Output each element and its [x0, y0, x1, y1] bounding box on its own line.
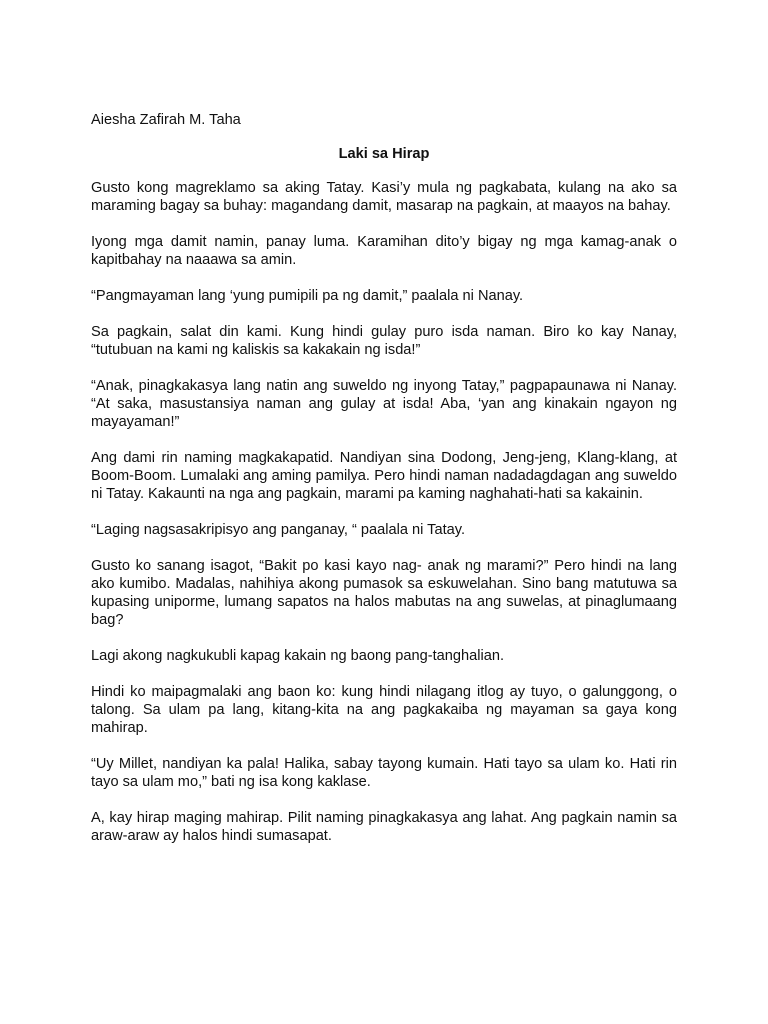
paragraph-9: Lagi akong nagkukubli kapag kakain ng baong pang-tanghalian. — [91, 648, 505, 664]
paragraph-10: Hindi ko maipagmalaki ang baon ko: kung hindi nilagang itlog ay tuyo, o galunggong, o talong. Sa ulam pa lang, kitang-kita na ang pagkakaiba ng mayaman sa gaya kong mahirap. — [91, 684, 677, 736]
paragraph-5: “Anak, pinagkakasya lang natin ang suweldo ng inyong Tatay,” pagpapaunawa ni Nanay. “At saka, masustansiya naman ang gulay at isda! Aba, ‘yan ang kinakain ngayon ng mayayaman!” — [91, 378, 677, 430]
story-title: Laki sa Hirap — [338, 146, 430, 162]
paragraph-7: “Laging nagsasakripisyo ang panganay, “ paalala ni Tatay. — [91, 522, 466, 538]
author-name: Aiesha Zafirah M. Taha — [91, 112, 241, 128]
paragraph-1: Gusto kong magreklamo sa aking Tatay. Kasi’y mula ng pagkabata, kulang na ako sa maraming bagay sa buhay: magandang damit, masarap na pagkain, at maayos na bahay. — [91, 180, 677, 214]
paragraph-2: Iyong mga damit namin, panay luma. Karamihan dito’y bigay ng mga kamag-anak o kapitbahay na naaawa sa amin. — [91, 234, 677, 268]
paragraph-12: A, kay hirap maging mahirap. Pilit naming pinagkakasya ang lahat. Ang pagkain namin sa araw-araw ay halos hindi sumasapat. — [91, 810, 677, 844]
paragraph-4: Sa pagkain, salat din kami. Kung hindi gulay puro isda naman. Biro ko kay Nanay, “tutubuan na kami ng kaliskis sa kakakain ng isda!” — [91, 324, 677, 358]
paragraph-3: “Pangmayaman lang ‘yung pumipili pa ng damit,” paalala ni Nanay. — [91, 288, 524, 304]
paragraph-8: Gusto ko sanang isagot, “Bakit po kasi kayo nag- anak ng marami?” Pero hindi na lang ako kumibo. Madalas, nahihiya akong pumasok sa eskuwelahan. Sino bang matutuwa sa kupasing uniporme, lumang sapatos na halos mabutas na ang suwelas, at pinaglumaang bag? — [91, 558, 677, 628]
paragraph-11: “Uy Millet, nandiyan ka pala! Halika, sabay tayong kumain. Hati tayo sa ulam ko. Hati rin tayo sa ulam mo,” bati ng isa kong kaklase. — [91, 756, 677, 790]
paragraph-6: Ang dami rin naming magkakapatid. Nandiyan sina Dodong, Jeng-jeng, Klang-klang, at Boom-Boom. Lumalaki ang aming pamilya. Pero hindi naman nadadagdagan ang suweldo ni Tatay. Kakaunti na nga ang pagkain, marami pa kaming naghahati-hati sa kakainin. — [91, 450, 677, 502]
